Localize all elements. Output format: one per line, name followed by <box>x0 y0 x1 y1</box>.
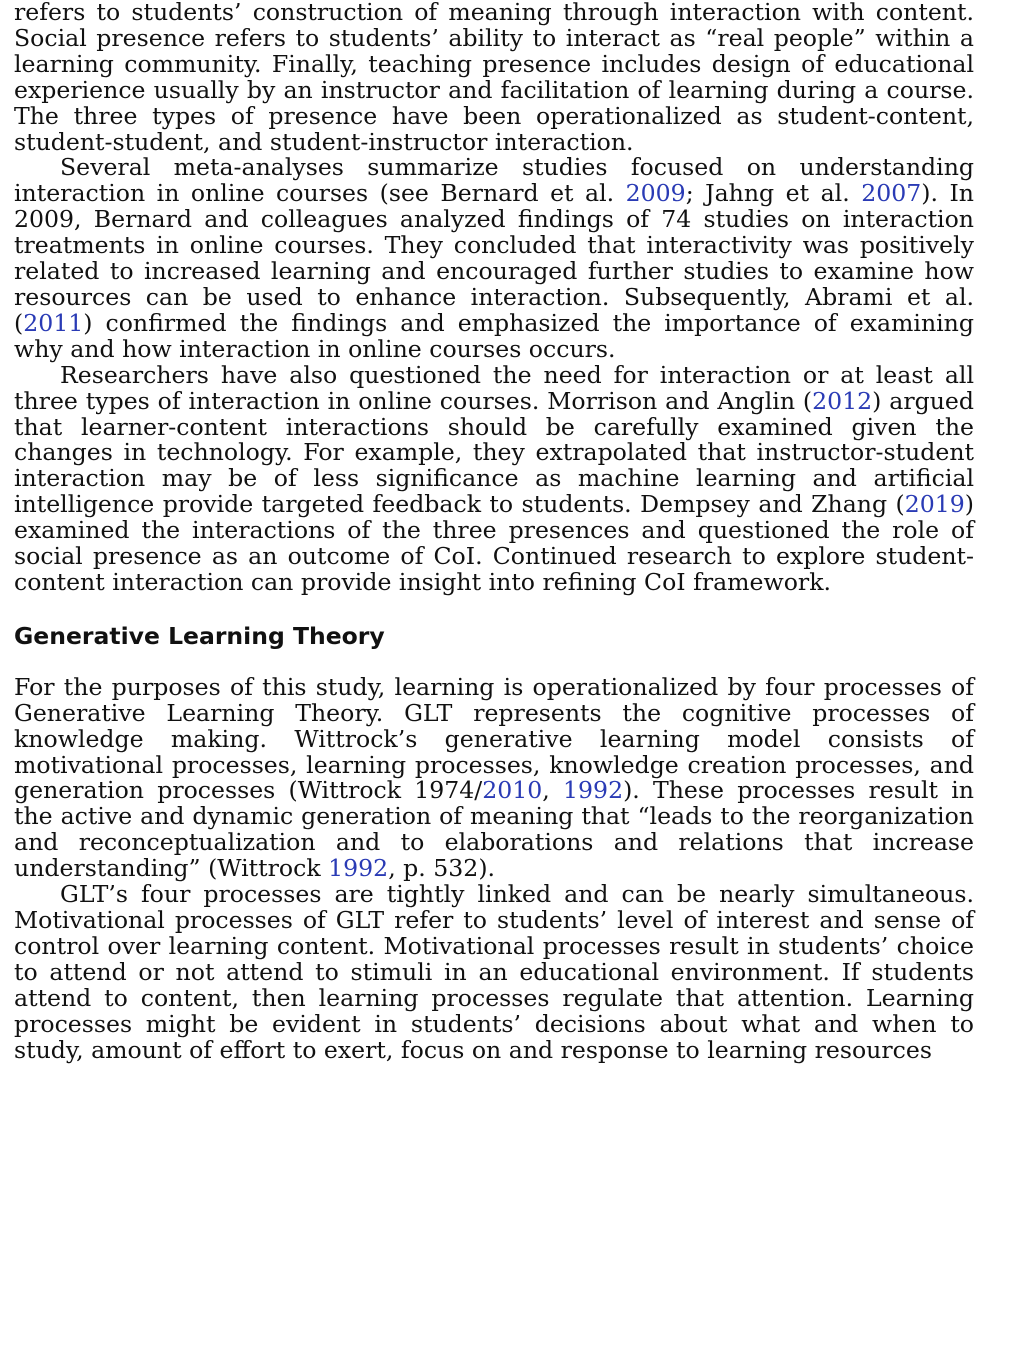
citation-link[interactable]: 1992 <box>563 776 624 805</box>
text-run: , <box>542 776 564 805</box>
paragraph-meta-analyses <box>14 155 974 362</box>
citation-link[interactable]: 2011 <box>23 308 84 337</box>
text-run: For the purposes of this study, learning is operationalized by four processes of Generative Learning Theory. GLT represents the cognitive processes of knowledge making. Wittrock’s generative learning model consists of motivational processes, learning processes, knowledge creation processes, and generation processes (Wittrock 1974/ <box>14 672 974 805</box>
text-run: ) confirmed the findings and emphasized the importance of examining why and how interaction in online courses occurs. <box>14 308 974 363</box>
citation-link[interactable]: 2012 <box>812 386 873 415</box>
text-run: Researchers have also questioned the need for interaction or at least all three types of interaction in online courses. Morrison and Anglin ( <box>14 360 974 415</box>
paragraph-glt-processes: GLT’s four processes are tightly linked and can be nearly simultaneous. Motivational processes of GLT refer to students’ level of interest and sense of control over learning content. Motivational processes result in students’ choice to attend or not attend to stimuli in an educational environment. If students attend to content, then learning processes regulate that attention. Learning processes might be evident in students’ decisions about what and when to study, amount of effort to exert, focus on and response to learning resources <box>14 880 974 1064</box>
citation-link[interactable]: 2009 <box>625 179 686 208</box>
text-run: ). These processes result in the active and dynamic generation of meaning that “leads to the reorganization and reconceptualization and to elaborations and relations that increase understanding” (Wittrock <box>14 776 974 883</box>
text-run: ) argued that learner-content interactions should be carefully examined given the changes in technology. For example, they extrapolated that instructor-student interaction may be of less significance as machine learning and artificial intelligence provide targeted feedback to students. Dempsey and Zhang ( <box>14 386 974 519</box>
text-run: , p. 532). <box>388 854 496 883</box>
text-run: ) examined the interactions of the three presences and questioned the role of social presence as an outcome of CoI. Continued research to explore student-content interaction can provide insight into refining CoI framework. <box>14 490 974 596</box>
text-run: ; Jahng et al. <box>685 179 862 208</box>
citation-link[interactable]: 2010 <box>482 776 543 805</box>
citation-link[interactable]: 1992 <box>328 854 389 883</box>
paragraph-presence-definitions: refers to students’ construction of meaning through interaction with content. Social presence refers to students’ ability to interact as “real people” within a learning community. Finally, teaching presence includes design of educational experience usually by an instructor and facilitation of learning during a course. The three types of presence have been operationalized as student-content, student-student, and student-instructor interaction. <box>14 0 974 156</box>
paragraph-interaction-questioned <box>14 360 974 596</box>
text-run: ). In 2009, Bernard and colleagues analyzed findings of 74 studies on interaction treatments in online courses. They concluded that interactivity was positively related to increased learning and encouraged further studies to examine how resources can be used to enhance interaction. Subsequently, Abrami et al. ( <box>14 179 974 337</box>
page <box>14 0 974 1063</box>
citation-link[interactable]: 2007 <box>861 179 922 208</box>
section-heading: Generative Learning Theory <box>14 621 385 650</box>
citation-link[interactable]: 2019 <box>904 490 965 519</box>
paragraph-glt-overview <box>14 672 974 883</box>
text-run: Several meta-analyses summarize studies focused on understanding interaction in online courses (see Bernard et al. <box>14 153 974 208</box>
